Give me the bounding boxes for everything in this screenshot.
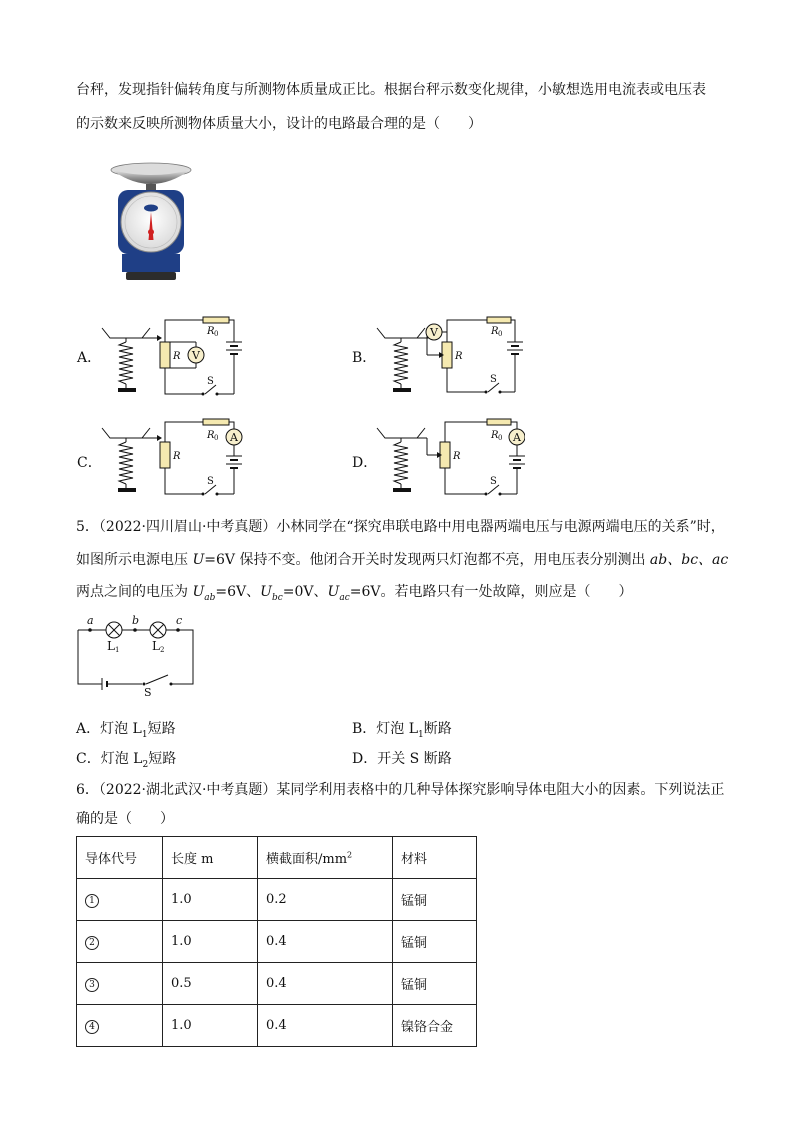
lamp-l1-subscript: 1	[115, 646, 120, 654]
r0-label: R	[491, 326, 499, 337]
r0-subscript: 0	[214, 434, 219, 442]
cell-material: 锰铜	[393, 921, 477, 963]
cell-area: 0.4	[258, 1005, 393, 1047]
r0-label: R	[491, 430, 499, 441]
point-a-label: a	[87, 614, 94, 627]
cell-material: 锰铜	[393, 879, 477, 921]
lamp-l2-subscript: 2	[160, 646, 165, 654]
q6-line1: 6．（2022·湖北武汉·中考真题）某同学利用表格中的几种导体探究影响导体电阻大小的因素。下列说法正	[76, 782, 725, 798]
r0-label: R	[207, 326, 215, 337]
point-b-label: b	[132, 614, 140, 627]
cell-code: 2	[77, 921, 163, 963]
r0-subscript: 0	[498, 434, 503, 442]
q4-option-d-label[interactable]: D．	[352, 455, 378, 471]
cell-material: 镍铬合金	[393, 1005, 477, 1047]
cell-area: 0.4	[258, 963, 393, 1005]
voltmeter-label: V	[192, 349, 200, 362]
q5-option-d[interactable]: D．开关 S 断路	[352, 751, 452, 767]
q5-line2: 如图所示电源电压 U=6V 保持不变。他闭合开关时发现两只灯泡都不亮，用电压表分别测出 ab、bc、ac	[76, 552, 729, 568]
cell-length: 1.0	[163, 1005, 258, 1047]
voltmeter-label: V	[430, 326, 438, 339]
conductor-table	[76, 836, 477, 1047]
series-circuit-figure	[72, 612, 202, 696]
cell-length: 0.5	[163, 963, 258, 1005]
q5-option-a[interactable]: A．灯泡 $L_1$短路	[76, 721, 176, 740]
r-label: R	[173, 351, 181, 362]
switch-label: S	[144, 686, 152, 696]
q4-option-a-label[interactable]: A．	[77, 350, 102, 366]
table-header-row	[77, 837, 477, 879]
q5-line3: 两点之间的电压为 $U_{ab}=6V$、$U_{bc}=0V$、$U_{ac}=6V$。若电路只有一处故障，则应是（ ）	[76, 584, 633, 603]
circuit-diagram-c	[100, 412, 250, 500]
lamp-l2-label: L	[152, 639, 160, 653]
q4-option-b-label[interactable]: B．	[352, 350, 377, 366]
cell-length: 1.0	[163, 879, 258, 921]
switch-label: S	[207, 476, 214, 487]
switch-label: S	[490, 374, 497, 385]
r0-subscript: 0	[214, 330, 219, 338]
q4-option-c-label[interactable]: C．	[77, 455, 102, 471]
ammeter-label: A	[230, 431, 238, 444]
header-length: 长度 m	[163, 837, 258, 879]
cell-area: 0.2	[258, 879, 393, 921]
cell-area: 0.4	[258, 921, 393, 963]
table-row	[77, 879, 477, 921]
q4-intro-line1: 台秤，发现指针偏转角度与所测物体质量成正比。根据台秤示数变化规律，小敏想选用电流表或电压表	[76, 82, 706, 98]
q5-option-c[interactable]: C．灯泡 $L_2$短路	[76, 751, 177, 770]
q4-intro-line2: 的示数来反映所测物体质量大小，设计的电路最合理的是（ ）	[76, 116, 482, 132]
r-label: R	[453, 451, 461, 462]
kitchen-scale-image	[104, 160, 198, 284]
q5-option-b[interactable]: B．灯泡 $L_1$断路	[352, 721, 452, 740]
r0-label: R	[207, 430, 215, 441]
header-code: 导体代号	[77, 837, 163, 879]
circuit-diagram-b	[375, 312, 525, 398]
table-row	[77, 921, 477, 963]
cell-code: 4	[77, 1005, 163, 1047]
q5-line1: 5．（2022·四川眉山·中考真题）小林同学在“探究串联电路中用电器两端电压与电源两端电压的关系”时，	[76, 519, 725, 535]
table-row	[77, 1005, 477, 1047]
switch-label: S	[490, 476, 497, 487]
circuit-diagram-a	[100, 312, 250, 398]
lamp-l1-label: L	[107, 639, 115, 653]
cell-code: 3	[77, 963, 163, 1005]
circuit-diagram-d	[375, 412, 525, 500]
cell-code: 1	[77, 879, 163, 921]
cell-material: 锰铜	[393, 963, 477, 1005]
table-row	[77, 963, 477, 1005]
r-label: R	[173, 451, 181, 462]
q6-line2: 确的是（ ）	[76, 811, 174, 827]
header-area: 横截面积$/mm^2$	[258, 837, 393, 879]
r0-subscript: 0	[498, 330, 503, 338]
cell-length: 1.0	[163, 921, 258, 963]
ammeter-label: A	[513, 431, 521, 444]
r-label: R	[455, 351, 463, 362]
header-material: 材料	[393, 837, 477, 879]
switch-label: S	[207, 376, 214, 387]
point-c-label: c	[176, 614, 183, 627]
